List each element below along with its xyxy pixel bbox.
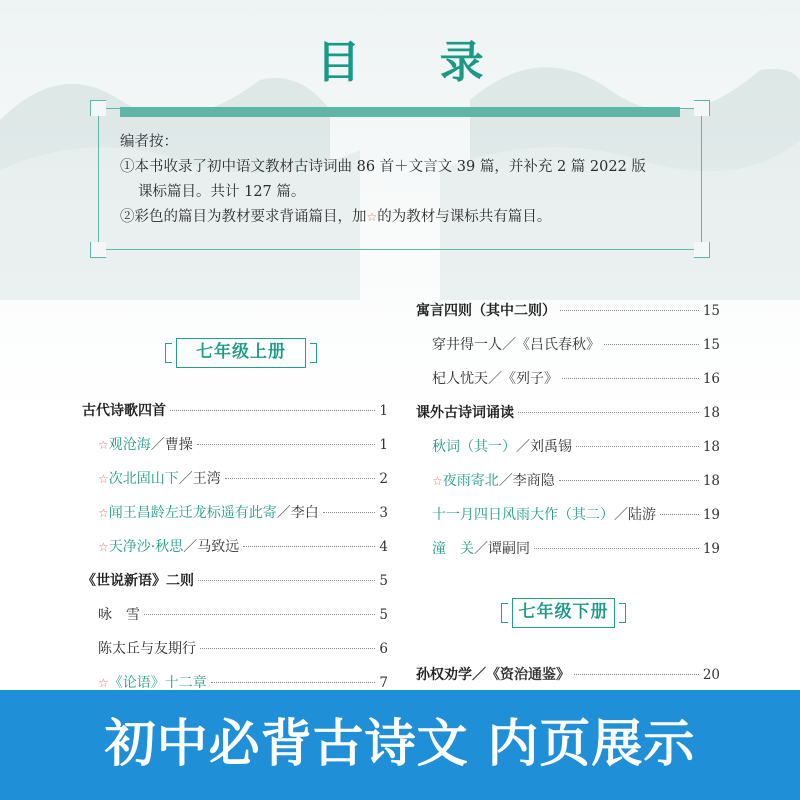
toc-entry[interactable]	[432, 334, 720, 354]
toc-entry[interactable]	[416, 402, 720, 422]
toc-entry[interactable]	[98, 672, 388, 690]
page-number: 15	[702, 303, 720, 319]
entry-title-text: 古代诗歌四首	[82, 403, 166, 419]
note-corner-ornament	[90, 242, 106, 258]
note-corner-ornament	[694, 100, 710, 116]
dot-leader	[560, 310, 699, 311]
toc-entry[interactable]	[82, 570, 388, 590]
entry-title-text: 次北固山下	[108, 471, 179, 487]
entry-author: ／陆游	[614, 507, 656, 523]
page-number: 3	[379, 505, 388, 521]
page-number: 4	[379, 539, 388, 555]
toc-entry[interactable]	[98, 604, 388, 624]
toc-entry-title	[82, 570, 194, 590]
page-number: 1	[379, 437, 388, 453]
entry-title-text: 闻王昌龄左迁龙标遥有此寄	[108, 505, 277, 521]
entry-title-text: 孙权劝学	[416, 667, 472, 683]
toc-entry-title	[82, 400, 166, 420]
entry-title-text: 天净沙·秋思	[108, 539, 184, 555]
section-heading-grade7-down: 七年级下册	[512, 598, 615, 628]
toc-entry[interactable]	[432, 368, 720, 388]
note-line: 课标篇目。共计 127 篇。	[138, 184, 306, 200]
page-number: 18	[702, 405, 720, 421]
dot-leader	[170, 410, 375, 411]
note-corner-ornament	[90, 100, 106, 116]
entry-title-text: 《世说新语》二则	[82, 573, 194, 589]
entry-title-text: 课外古诗词诵读	[416, 405, 514, 421]
toc-entry[interactable]	[432, 538, 720, 558]
dot-leader	[518, 412, 699, 413]
page-number: 6	[379, 641, 388, 657]
dot-leader	[574, 674, 699, 675]
toc-entry[interactable]	[82, 400, 388, 420]
toc-entry-title	[432, 538, 530, 558]
note-corner-ornament	[694, 242, 710, 258]
entry-title-text: 《论语》十二章	[108, 675, 207, 690]
page-number: 5	[379, 573, 388, 589]
toc-entry-title	[416, 402, 514, 422]
entry-author: ／刘禹锡	[516, 439, 572, 455]
toc-entry-title	[98, 638, 196, 658]
toc-entry[interactable]	[98, 502, 388, 522]
toc-entry[interactable]	[416, 300, 720, 320]
toc-entry[interactable]	[98, 638, 388, 658]
toc-entry[interactable]	[432, 470, 720, 490]
toc-entry-title	[432, 368, 558, 388]
toc-entry[interactable]	[432, 436, 720, 456]
dot-leader	[225, 478, 376, 479]
editor-note	[120, 130, 690, 230]
promo-banner: 初中必背古诗文 内页展示	[0, 690, 800, 800]
note-line-text: 的为教材与课标共有篇目。	[377, 209, 552, 225]
toc-entry[interactable]	[432, 504, 720, 524]
star-icon: ☆	[432, 474, 443, 488]
note-line: ①本书收录了初中语文教材古诗词曲 86 首＋文言文 39 篇，并补充 2 篇 2022 版	[120, 159, 646, 175]
page-number: 20	[702, 667, 720, 683]
dot-leader	[534, 548, 699, 549]
toc-entry-title	[432, 334, 600, 354]
entry-title-text: 寓言四则（其中二则）	[416, 303, 556, 319]
page-number: 19	[702, 507, 720, 523]
page-number: 5	[379, 607, 388, 623]
toc-entry-title	[432, 436, 572, 456]
entry-title-text: 陈太丘与友期行	[98, 641, 196, 657]
note-line	[120, 205, 690, 230]
entry-author: ／曹操	[150, 437, 193, 453]
star-icon: ☆	[366, 210, 378, 224]
toc-entry[interactable]	[98, 468, 388, 488]
page-number: 16	[702, 371, 720, 387]
entry-author: ／《列子》	[488, 371, 558, 387]
toc-entry-title	[98, 468, 221, 488]
star-icon: ☆	[98, 540, 109, 554]
dot-leader	[604, 344, 699, 345]
entry-title-text: 十一月四日风雨大作（其二）	[432, 507, 614, 523]
dot-leader	[576, 446, 699, 447]
entry-title-text: 秋词（其一）	[432, 439, 516, 455]
entry-title-text: 观沧海	[108, 437, 151, 453]
page-number: 7	[379, 675, 388, 690]
toc-entry[interactable]	[98, 434, 388, 454]
star-icon: ☆	[98, 506, 109, 520]
toc-entry[interactable]	[98, 536, 388, 556]
toc-entry-title	[416, 300, 556, 320]
dot-leader	[660, 514, 699, 515]
toc-entry-title	[98, 604, 140, 624]
page-number: 18	[702, 473, 720, 489]
page-number: 19	[702, 541, 720, 557]
dot-leader	[197, 444, 376, 445]
toc-entry-title	[98, 672, 207, 690]
dot-leader	[200, 648, 375, 649]
entry-title-text: 咏 雪	[98, 607, 140, 623]
dot-leader	[243, 546, 375, 547]
dot-leader	[198, 580, 375, 581]
section-heading-grade7-up: 七年级上册	[176, 338, 306, 368]
entry-author: ／《吕氏春秋》	[502, 337, 600, 353]
entry-title-text: 夜雨寄北	[442, 473, 499, 489]
page-number: 15	[702, 337, 720, 353]
dot-leader	[562, 378, 699, 379]
entry-author: ／马致远	[183, 539, 240, 555]
note-line-text: ②彩色的篇目为教材要求背诵篇目，加	[120, 209, 367, 225]
toc-entry-title	[416, 664, 570, 684]
page-title: 目 录	[316, 37, 516, 88]
page-number: 2	[379, 471, 388, 487]
toc-entry[interactable]	[416, 664, 720, 684]
toc-entry-title	[432, 504, 656, 524]
entry-author: ／谭嗣同	[474, 541, 530, 557]
toc-entry-title	[98, 434, 193, 454]
entry-title-text: 潼 关	[432, 541, 474, 557]
star-icon: ☆	[98, 472, 109, 486]
page-number: 1	[379, 403, 388, 419]
entry-title-text: 杞人忧天	[432, 371, 488, 387]
toc-entry-title	[98, 502, 319, 522]
entry-author: ／王湾	[178, 471, 221, 487]
dot-leader	[323, 512, 376, 513]
entry-title-text: 穿井得一人	[432, 337, 502, 353]
note-heading: 编者按：	[120, 134, 178, 150]
dot-leader	[144, 614, 375, 615]
entry-author: ／李商隐	[498, 473, 555, 489]
dot-leader	[211, 682, 376, 683]
dot-leader	[559, 480, 699, 481]
toc-entry-title	[432, 470, 555, 490]
page-number: 18	[702, 439, 720, 455]
entry-author: ／李白	[276, 505, 319, 521]
toc-entry-title	[98, 536, 239, 556]
star-icon: ☆	[98, 438, 109, 452]
star-icon: ☆	[98, 676, 109, 690]
entry-author: ／《资治通鉴》	[472, 667, 570, 683]
